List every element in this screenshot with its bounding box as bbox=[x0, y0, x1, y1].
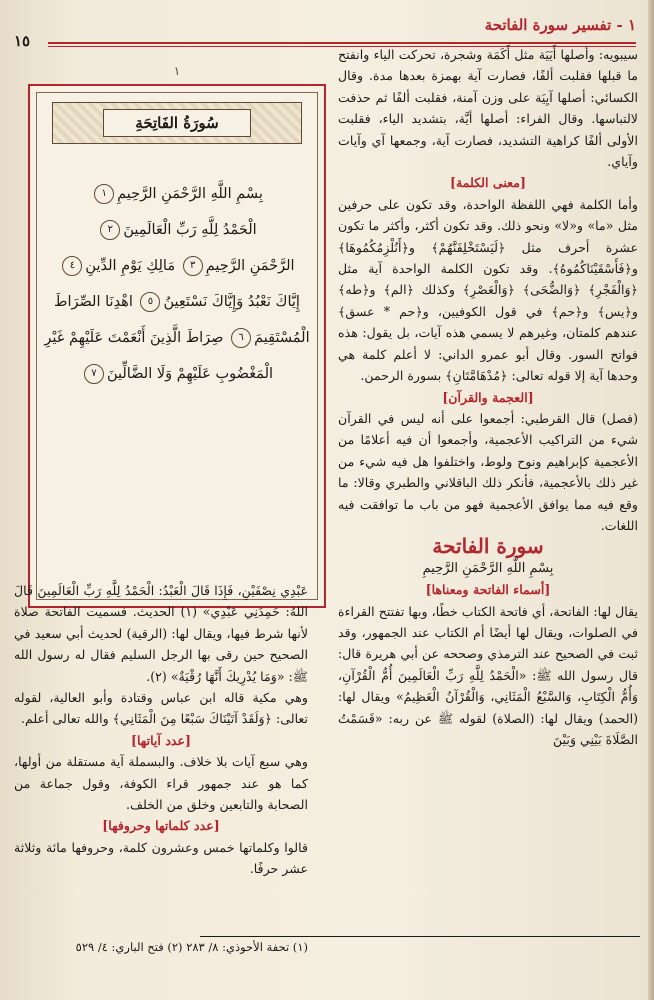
section-heading: [عدد كلماتها وحروفها] bbox=[102, 818, 220, 834]
page-number: ١٥ bbox=[14, 32, 31, 50]
verse: إِيَّاكَ نَعْبُدُ وَإِيَّاكَ نَسْتَعِينُ٥ bbox=[137, 294, 299, 310]
header-title: ١ - تفسير سورة الفاتحة bbox=[484, 16, 636, 34]
sura-name-frame bbox=[52, 102, 302, 144]
paragraph: يقال لها: الفاتحة، أي فاتحة الكتاب خطًا، وبها تفتتح القراءة في الصلوات، ويقال لها أيضًا أم الكتاب عند الجمهور، وقد ثبت في الصحيح عند الترمذي وصححه عن أبي هريرة قال: قال رسول الله ﷺ: «الْحَمْدُ لِلَّهِ رَبِّ الْعَالَمِينَ أُمُّ الْقُرْآنِ، وَأُمُّ الْكِتَابِ، وَالسَّبْعُ الْمَثَانِي، وَالْقُرْآنُ الْعَظِيمُ» ويقال لها: (الحمد) ويقال لها: (الصلاة) لقوله ﷺ عن ربه: «قَسَمْتُ الصَّلَاةَ بَيْنِي وَبَيْنَ bbox=[338, 603, 638, 747]
page-edge bbox=[648, 0, 654, 1000]
section-heading: [عدد آياتها] bbox=[130, 732, 192, 748]
paragraph: (فصل) قال القرطبي: أجمعوا على أنه ليس في القرآن شيء من التراكيب الأعجمية، وأجمعوا أن فيه أعلامًا من الأعجمية كإبراهيم ونوح ولوط، واختلفوا هل فيه شيء من غير ذلك بالأعجمية، فأنكر ذلك الباقلاني والطبري وقالا: ما وقع فيه مما يوافق الأعجمية فهو من باب ما توافقت فيه اللغات. bbox=[338, 410, 638, 533]
verse: بِسْمِ اللَّهِ الرَّحْمَنِ الرَّحِيمِ١ bbox=[91, 186, 263, 202]
paragraph: وهي سبع آيات بلا خلاف. والبسملة آية مستقلة من أولها، كما هو عند جمهور قراء الكوفة، وقول جماعة من الصحابة والتابعين وخلق من الخلف. bbox=[14, 754, 308, 813]
footnote-rule bbox=[200, 936, 640, 937]
verse: الرَّحْمَنِ الرَّحِيمِ٣ bbox=[180, 258, 295, 274]
paragraph: عَبْدِي نِصْفَيْنِ، فَإِذَا قَالَ الْعَبْدُ: الْحَمْدُ لِلَّهِ رَبِّ الْعَالَمِينَ قَالَ اللهُ: حَمِدَنِي عَبْدِي» (١) الحديث. فسميت الفاتحة صلاة لأنها شرط فيها، ويقال لها: (الرقية) لحديث أبي سعيد في الصحيح حين رقى بها الرجل السليم فقال له رسول الله ﷺ: «وَمَا يُدْرِيكَ أَنَّهَا رُقْيَةٌ» (٢). bbox=[14, 583, 308, 684]
basmala: بِسْمِ اللَّهِ الرَّحْمَنِ الرَّحِيمِ bbox=[422, 560, 554, 576]
running-header bbox=[0, 8, 654, 50]
paragraph: وهي مكية قاله ابن عباس وقتادة وأبو العالية، لقوله تعالى: ﴿وَلَقَدْ آتَيْنَاكَ سَبْعًا مِنَ الْمَثَانِي﴾ والله تعالى أعلم. bbox=[14, 690, 308, 727]
ayah-number-marker: ٣ bbox=[183, 256, 203, 276]
ayah-number-marker: ٦ bbox=[231, 328, 251, 348]
paragraph: وأما الكلمة فهي اللفظة الواحدة، وقد تكون على حرفين مثل «ما» و«لا» ونحو ذلك. وقد تكون أكثر، وأكثر ما تكون عشرة أحرف مثل ﴿لَيَسْتَخْلِفَنَّهُمْ﴾ و﴿أَنُلْزِمُكُمُوهَا﴾ و﴿فَأَسْقَيْنَاكُمُوهُ﴾. وقد تكون الكلمة الواحدة آية مثل ﴿وَالْفَجْرِ﴾ ﴿وَالضُّحَى﴾ ﴿وَالْعَصْرِ﴾ وكذلك ﴿الم﴾ و﴿طه﴾ و﴿يس﴾ و﴿حم﴾ في قول الكوفيين، و﴿حم * عسق﴾ عندهم كلمتان، وغيرهم لا يسمي هذه آيات، بل يقول: هذه فواتح السور. وقال أبو عمرو الداني: لا أعلم كلمة هي وحدها آية إلا قوله تعالى: ﴿مُدْهَامَّتَانِ﴾ بسورة الرحمن. bbox=[338, 196, 638, 384]
ayah-number-marker: ٤ bbox=[62, 256, 82, 276]
paragraph: سيبويه: وأصلها أَيَيَة مثل أَكَمَة وشجرة، تحركت الياء وانفتح ما قبلها فقلبت ألفًا، فصارت آية بهمزة بعدها مدة. وقال الكسائي: أصلها آيِيَة على وزن آمنة، فقلبت ألفًا ثم حذفت لالتباسها. وقال الفراء: أصلها أيَّة، بتشديد الياء، فقلبت الأولى ألفًا كراهية التشديد، فصارت آية، وجمعها آي وآيات وآياي. bbox=[338, 47, 638, 170]
ayah-number-marker: ٢ bbox=[100, 220, 120, 240]
verses bbox=[40, 176, 314, 392]
verse: الْحَمْدُ لِلَّهِ رَبِّ الْعَالَمِينَ٢ bbox=[97, 222, 256, 238]
verse: اهْدِنَا الصِّرَاطَ الْمُسْتَقِيمَ٦ bbox=[54, 294, 310, 346]
verse: صِرَاطَ الَّذِينَ أَنْعَمْتَ عَلَيْهِمْ غَيْرِ الْمَغْضُوبِ عَلَيْهِمْ وَلَا الضَّالِّينَ٧ bbox=[44, 330, 274, 382]
sura-text-box bbox=[28, 64, 326, 608]
section-heading: [معنى الكلمة] bbox=[450, 175, 526, 191]
ayah-number-marker: ١ bbox=[94, 184, 114, 204]
right-column bbox=[338, 44, 638, 974]
ayah-number-marker: ٧ bbox=[84, 364, 104, 384]
sura-title: سورة الفاتحة bbox=[432, 534, 544, 559]
section-heading: [أسماء الفاتحة ومعناها] bbox=[425, 582, 551, 598]
sura-name: سُورَةُ الفَاتِحَةِ bbox=[103, 109, 251, 137]
left-column-text bbox=[14, 580, 308, 880]
paragraph: قالوا وكلماتها خمس وعشرون كلمة، وحروفها مائة وثلاثة عشر حرفًا. bbox=[14, 839, 308, 877]
footnotes: (١) تحفة الأحوذي: ٨/ ٢٨٣ (٢) فتح الباري: ٤/ ٥٢٩ bbox=[75, 940, 308, 954]
sura-number: ١ bbox=[173, 64, 181, 78]
ayah-number-marker: ٥ bbox=[140, 292, 160, 312]
verse: مَالِكِ يَوْمِ الدِّينِ٤ bbox=[59, 258, 175, 274]
section-heading: [العجمة والقرآن] bbox=[442, 389, 534, 405]
